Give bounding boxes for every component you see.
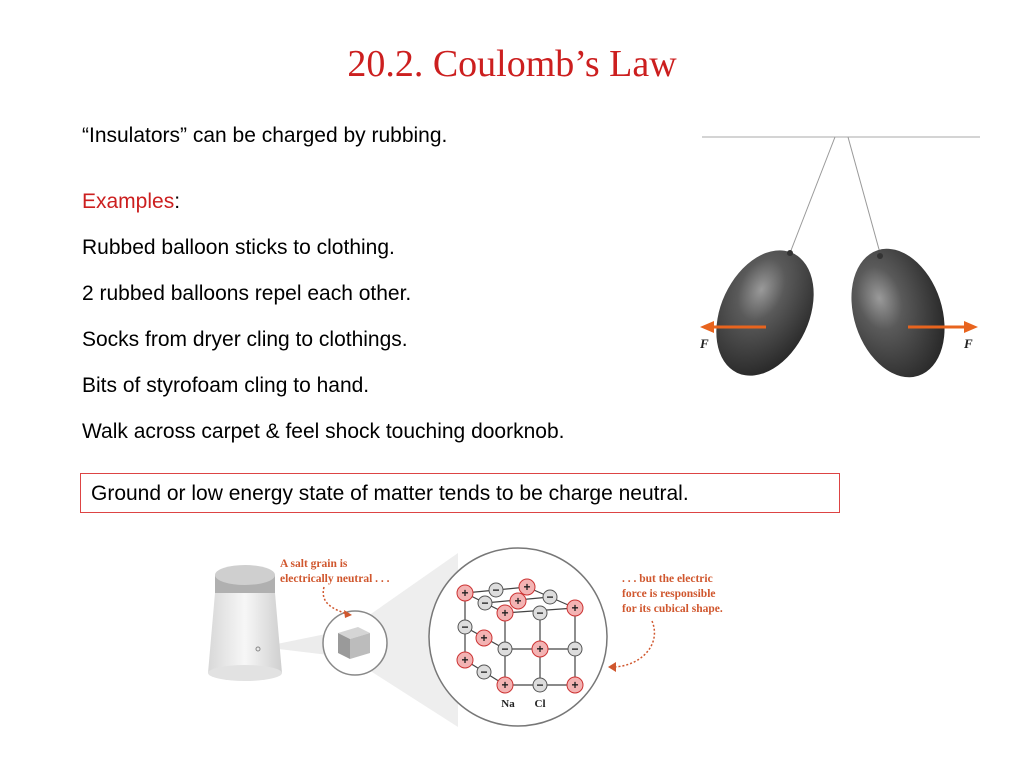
- svg-text:+: +: [571, 601, 579, 615]
- svg-text:−: −: [480, 665, 488, 679]
- svg-text:−: −: [546, 590, 554, 604]
- svg-text:+: +: [501, 606, 509, 620]
- svg-text:+: +: [536, 642, 544, 656]
- salt-crystal-figure: [200, 545, 760, 740]
- callout-right-arrow: [612, 621, 654, 667]
- svg-text:−: −: [492, 583, 500, 597]
- example-item: Socks from dryer cling to clothings.: [82, 328, 408, 351]
- svg-text:−: −: [501, 642, 509, 656]
- cl-label: Cl: [534, 698, 546, 710]
- callout-right-line1: . . . but the electric: [622, 573, 713, 585]
- svg-text:−: −: [571, 642, 579, 656]
- example-item: Walk across carpet & feel shock touching doorknob.: [82, 420, 565, 443]
- examples-heading: [82, 190, 180, 214]
- na-label: Na: [501, 698, 515, 710]
- left-balloon: [697, 235, 833, 390]
- callout-left-line1: A salt grain is: [280, 558, 348, 570]
- salt-grain: [338, 627, 370, 659]
- callout-right-line3: for its cubical shape.: [622, 603, 723, 615]
- lattice-circle: [429, 548, 607, 726]
- callout-left-line2: electrically neutral . . .: [280, 573, 390, 585]
- neutral-statement-box: Ground or low energy state of matter tends to be charge neutral.: [80, 473, 840, 513]
- callout-right-line2: force is responsible: [622, 588, 716, 600]
- salt-shaker: [208, 565, 282, 681]
- example-item: Rubbed balloon sticks to clothing.: [82, 236, 395, 259]
- left-string: [790, 137, 835, 253]
- intro-text: “Insulators” can be charged by rubbing.: [82, 124, 448, 147]
- svg-text:−: −: [461, 620, 469, 634]
- svg-text:+: +: [514, 594, 522, 608]
- slide-title: 20.2. Coulomb’s Law: [347, 43, 677, 85]
- svg-text:+: +: [461, 653, 469, 667]
- svg-text:+: +: [461, 586, 469, 600]
- force-label-left: F: [700, 336, 709, 351]
- callout-left-arrow: [323, 587, 350, 615]
- example-item: 2 rubbed balloons repel each other.: [82, 282, 412, 305]
- svg-text:−: −: [536, 606, 544, 620]
- svg-text:+: +: [523, 580, 531, 594]
- svg-text:+: +: [480, 631, 488, 645]
- right-balloon: [836, 237, 960, 390]
- svg-text:+: +: [571, 678, 579, 692]
- example-item: Bits of styrofoam cling to hand.: [82, 374, 370, 397]
- force-label-right: F: [964, 336, 973, 351]
- svg-text:−: −: [481, 596, 489, 610]
- examples-colon: :: [174, 190, 181, 213]
- balloons-figure: [690, 125, 990, 390]
- examples-label: Examples: [82, 190, 175, 213]
- svg-text:+: +: [501, 678, 509, 692]
- svg-text:−: −: [536, 678, 544, 692]
- right-string: [848, 137, 880, 253]
